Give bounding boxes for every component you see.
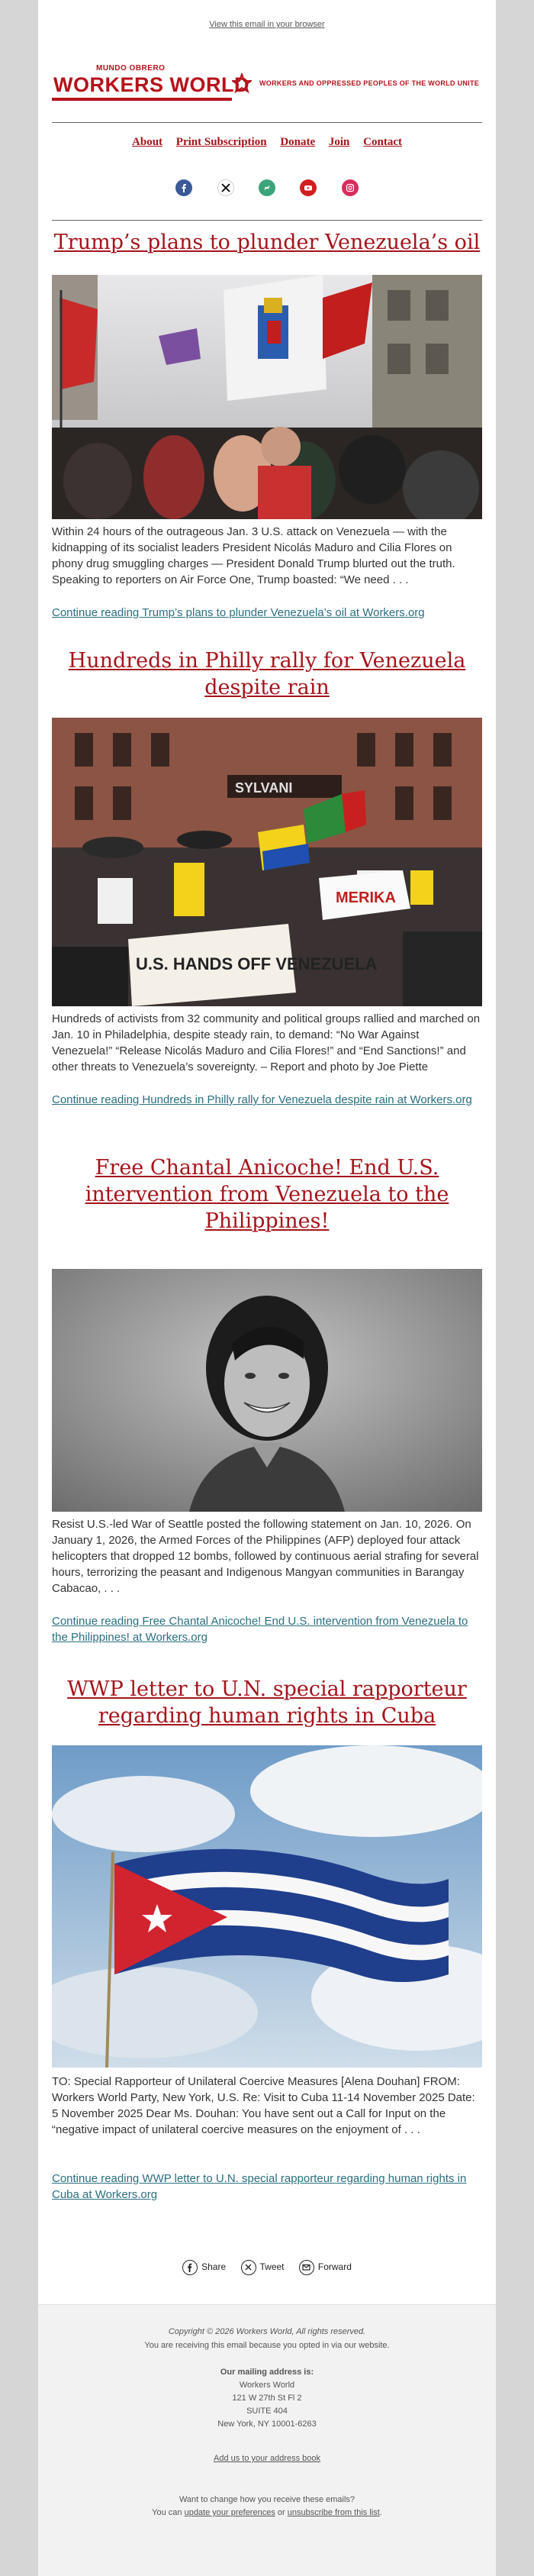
opt-in-notice: You are receiving this email because you opted in via our website. xyxy=(144,2341,390,2350)
view-in-browser-link[interactable]: View this email in your browser xyxy=(209,20,325,29)
protest-sign-text: MERIKA xyxy=(336,889,396,906)
article-read-more-link[interactable]: Continue reading Hundreds in Philly rally for Venezuela despite rain at Workers.org xyxy=(52,1093,472,1106)
link-icon[interactable] xyxy=(259,179,275,196)
address-line: 121 W 27th St Fl 2 xyxy=(232,2394,302,2403)
logo-subtitle: MUNDO OBRERO xyxy=(96,64,166,73)
copyright: Copyright © 2026 Workers World, All rights reserved. xyxy=(168,2327,366,2336)
you-can-text: You can xyxy=(152,2508,185,2517)
article-title[interactable]: Trump’s plans to plunder Venezuela’s oil xyxy=(53,231,481,254)
add-to-address-book-link[interactable]: Add us to your address book xyxy=(213,2454,321,2463)
or-text: or xyxy=(275,2508,288,2517)
mail-icon xyxy=(299,2260,314,2275)
tweet-button[interactable] xyxy=(241,2260,285,2275)
divider xyxy=(52,220,482,221)
youtube-icon[interactable] xyxy=(300,179,317,196)
tweet-label: Tweet xyxy=(259,2261,285,2273)
address-line: Workers World xyxy=(239,2381,295,2390)
facebook-icon xyxy=(182,2260,198,2275)
article-image-chantal-anicoche[interactable] xyxy=(52,1269,482,1512)
x-icon[interactable] xyxy=(217,179,234,196)
protest-banner-text: U.S. HANDS OFF VENEZUELA xyxy=(136,954,378,973)
social-links xyxy=(38,179,496,196)
article-image-venezuela-protest[interactable] xyxy=(52,275,482,519)
main-nav xyxy=(38,136,496,149)
nav-join[interactable]: Join xyxy=(328,136,350,148)
footer xyxy=(38,2304,496,2576)
nav-about[interactable]: About xyxy=(132,136,163,148)
article-image-cuban-flag[interactable] xyxy=(52,1745,482,2068)
logo-underline xyxy=(52,98,232,102)
share-bar xyxy=(38,2260,496,2275)
share-button[interactable] xyxy=(182,2260,226,2275)
building-sign-text: SYLVANI xyxy=(235,780,293,796)
article-image-philly-rally[interactable] xyxy=(52,718,482,1006)
unsubscribe-link[interactable]: unsubscribe from this list xyxy=(287,2508,380,2517)
address-line: SUITE 404 xyxy=(246,2407,288,2416)
article-title[interactable]: Free Chantal Anicoche! End U.S. intervention from Venezuela to the Philippines! xyxy=(85,1156,449,1233)
star-icon xyxy=(232,73,252,93)
article-title[interactable]: WWP letter to U.N. special rapporteur regarding human rights in Cuba xyxy=(67,1677,467,1728)
article-summary: Hundreds of activists from 32 community and political groups rallied and marched on Jan. 10 in Philadelphia, despite steady rain, to demand: “No War Against Venezuela!” “Release Nicolás Maduro and Cilia Flores!” and “End Sanctions!” and other threats to Venezuela’s sovereignty. – Report and photo by Joe Piette xyxy=(52,1012,481,1073)
forward-button[interactable] xyxy=(299,2260,352,2275)
address-line: New York, NY 10001-6263 xyxy=(217,2419,317,2429)
logo[interactable] xyxy=(52,61,250,107)
preheader xyxy=(38,0,496,56)
article-summary: Within 24 hours of the outrageous Jan. 3 U.S. attack on Venezuela — with the kidnapping of its socialist leaders President Nicolás Maduro and Cilia Flores on phony drug smuggling charges — President Donald Trump blurted out the truth. Speaking to reporters on Air Force One, Trump boasted: “We need . . . xyxy=(52,525,455,586)
article-read-more-link[interactable]: Continue reading Trump’s plans to plunder Venezuela’s oil at Workers.org xyxy=(52,606,425,619)
email-container xyxy=(38,0,496,2575)
preferences-question: Want to change how you receive these emails? xyxy=(179,2495,355,2504)
mailing-address-title: Our mailing address is: xyxy=(220,2368,314,2377)
preferences-line xyxy=(38,2507,496,2520)
period-text: . xyxy=(379,2508,382,2517)
article-summary: TO: Special Rapporteur of Unilateral Coercive Measures [Alena Douhan] FROM: Workers World Party, New York, U.S. Re: Visit to Cuba 11-14 November 2025 Date: 5 November 2025 Dear Ms. Douhan: You have sent out a Call for Input on the “negative impact of unilateral coercive measures on the enjoyment of . . . xyxy=(52,2075,475,2136)
divider xyxy=(52,122,482,123)
tagline: WORKERS AND OPPRESSED PEOPLES OF THE WORLD UNITE xyxy=(259,79,480,87)
article-read-more-link[interactable]: Continue reading Free Chantal Anicoche! End U.S. intervention from Venezuela to the Philippines! at Workers.org xyxy=(52,1615,468,1644)
nav-donate[interactable]: Donate xyxy=(280,136,316,148)
update-preferences-link[interactable]: update your preferences xyxy=(184,2508,275,2517)
nav-print-subscription[interactable]: Print Subscription xyxy=(175,136,267,148)
article-summary: Resist U.S.-led War of Seattle posted the following statement on Jan. 10, 2026. On January 1, 2026, the Armed Forces of the Philippines (AFP) deployed four attack helicopters that dropped 12 bombs, followed by continuous aerial strafing for several hours, terrorizing the peasant and Indigenous Mangyan communities in Barangay Cabacao, . . . xyxy=(52,1518,479,1595)
forward-label: Forward xyxy=(317,2261,352,2273)
share-label: Share xyxy=(201,2261,227,2273)
nav-contact[interactable]: Contact xyxy=(363,136,402,148)
facebook-icon[interactable] xyxy=(175,179,192,196)
article-read-more-link[interactable]: Continue reading WWP letter to U.N. special rapporteur regarding human rights in Cuba at Workers.org xyxy=(52,2172,467,2201)
mailing-address xyxy=(38,2379,496,2431)
article-title[interactable]: Hundreds in Philly rally for Venezuela despite rain xyxy=(68,649,466,699)
masthead[interactable] xyxy=(52,61,482,107)
x-icon xyxy=(241,2260,256,2275)
logo-title: WORKERS WORLD xyxy=(53,73,249,96)
instagram-icon[interactable] xyxy=(342,179,359,196)
